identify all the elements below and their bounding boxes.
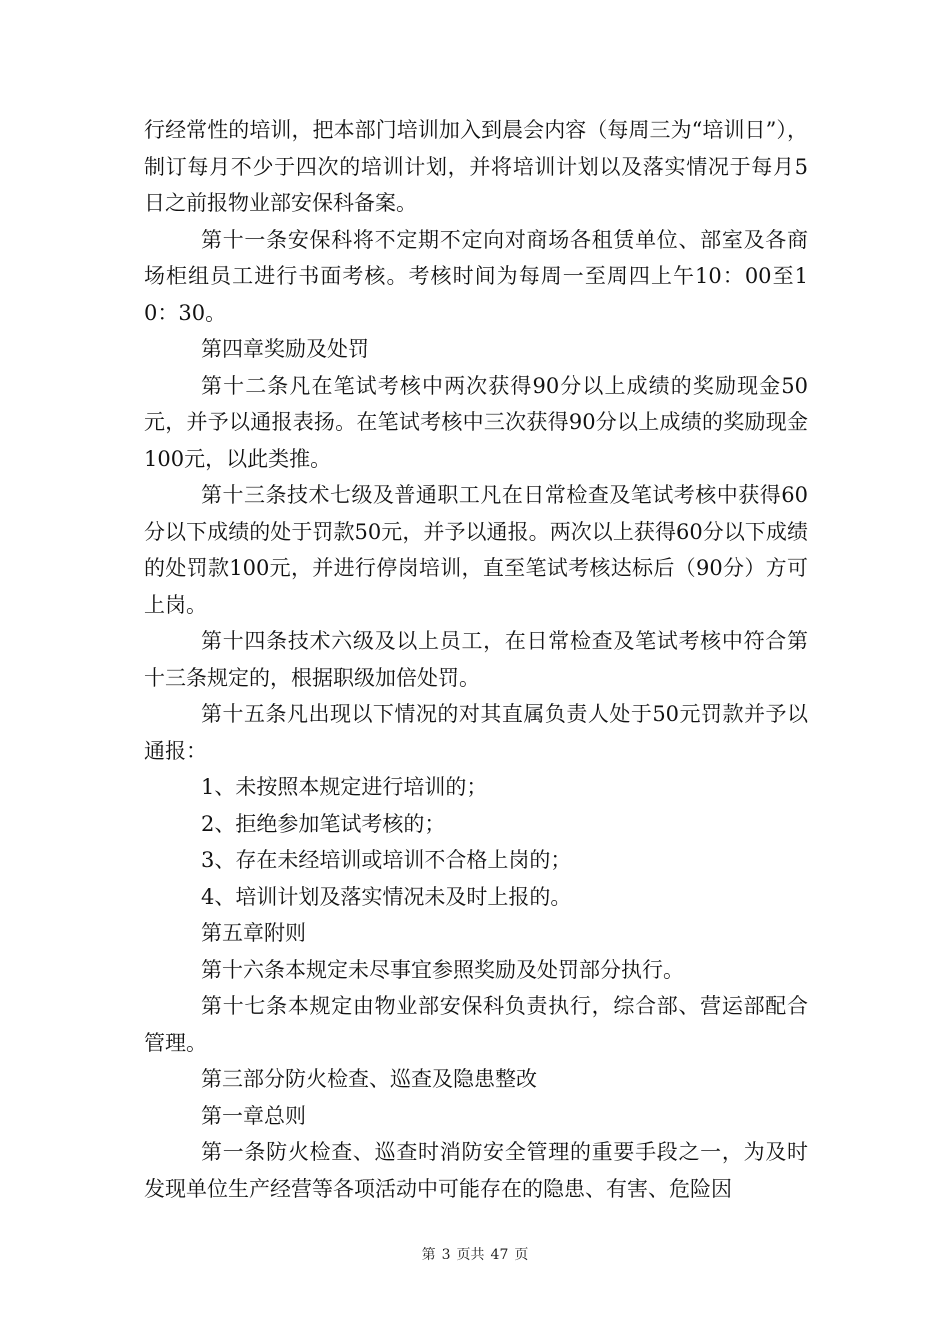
page-footer — [0, 1244, 950, 1264]
chapter-heading: 第五章附则 — [201, 921, 306, 945]
chapter-heading: 第一章总则 — [201, 1103, 306, 1128]
paragraph: 第十七条本规定由物业部安保科负责执行，综合部、营运部配合管理。 — [144, 994, 808, 1055]
total-page-count: 47 — [490, 1247, 509, 1263]
footer-prefix: 第 — [421, 1247, 436, 1263]
paragraph: 第十一条安保科将不定期不定向对商场各租赁单位、部室及各商场柜组员工进行书面考核。考核时间为每周一至周四上午10：00至10：30。 — [144, 227, 808, 325]
paragraph: 第十五条凡出现以下情况的对其直属负责人处于50元罚款并予以通报： — [144, 702, 808, 763]
footer-suffix: 页 — [514, 1247, 529, 1263]
paragraph: 第十二条凡在笔试考核中两次获得90分以上成绩的奖励现金50元，并予以通报表扬。在笔试考核中三次获得90分以上成绩的奖励现金100元，以此类推。 — [144, 373, 808, 471]
paragraph: 第十六条本规定未尽事宜参照奖励及处罚部分执行。 — [201, 957, 684, 982]
list-item: 4、培训计划及落实情况未及时上报的。 — [201, 884, 572, 909]
list-item: 3、存在未经培训或培训不合格上岗的； — [201, 848, 572, 872]
paragraph: 行经常性的培训，把本部门培训加入到晨会内容（每周三为“培训日”），制订每月不少于四次的培训计划，并将培训计划以及落实情况于每月5日之前报物业部安保科备案。 — [144, 118, 808, 215]
footer-middle: 页共 — [456, 1247, 485, 1263]
chapter-heading: 第四章奖励及处罚 — [201, 337, 369, 361]
part-heading: 第三部分防火检查、巡查及隐患整改 — [201, 1067, 537, 1091]
paragraph: 第十四条技术六级及以上员工，在日常检查及笔试考核中符合第十三条规定的，根据职级加倍处罚。 — [144, 629, 808, 690]
paragraph: 第一条防火检查、巡查时消防安全管理的重要手段之一，为及时发现单位生产经营等各项活动中可能存在的隐患、有害、危险因 — [144, 1140, 808, 1201]
list-item: 2、拒绝参加笔试考核的； — [201, 811, 446, 836]
current-page-number: 3 — [441, 1247, 451, 1263]
document-body — [144, 112, 808, 1207]
paragraph: 第十三条技术七级及普通职工凡在日常检查及笔试考核中获得60分以下成绩的处于罚款50元，并予以通报。两次以上获得60分以下成绩的处罚款100元，并进行停岗培训，直至笔试考核达标后（90分）方可上岗。 — [144, 483, 808, 617]
list-item: 1、未按照本规定进行培训的； — [201, 775, 488, 799]
